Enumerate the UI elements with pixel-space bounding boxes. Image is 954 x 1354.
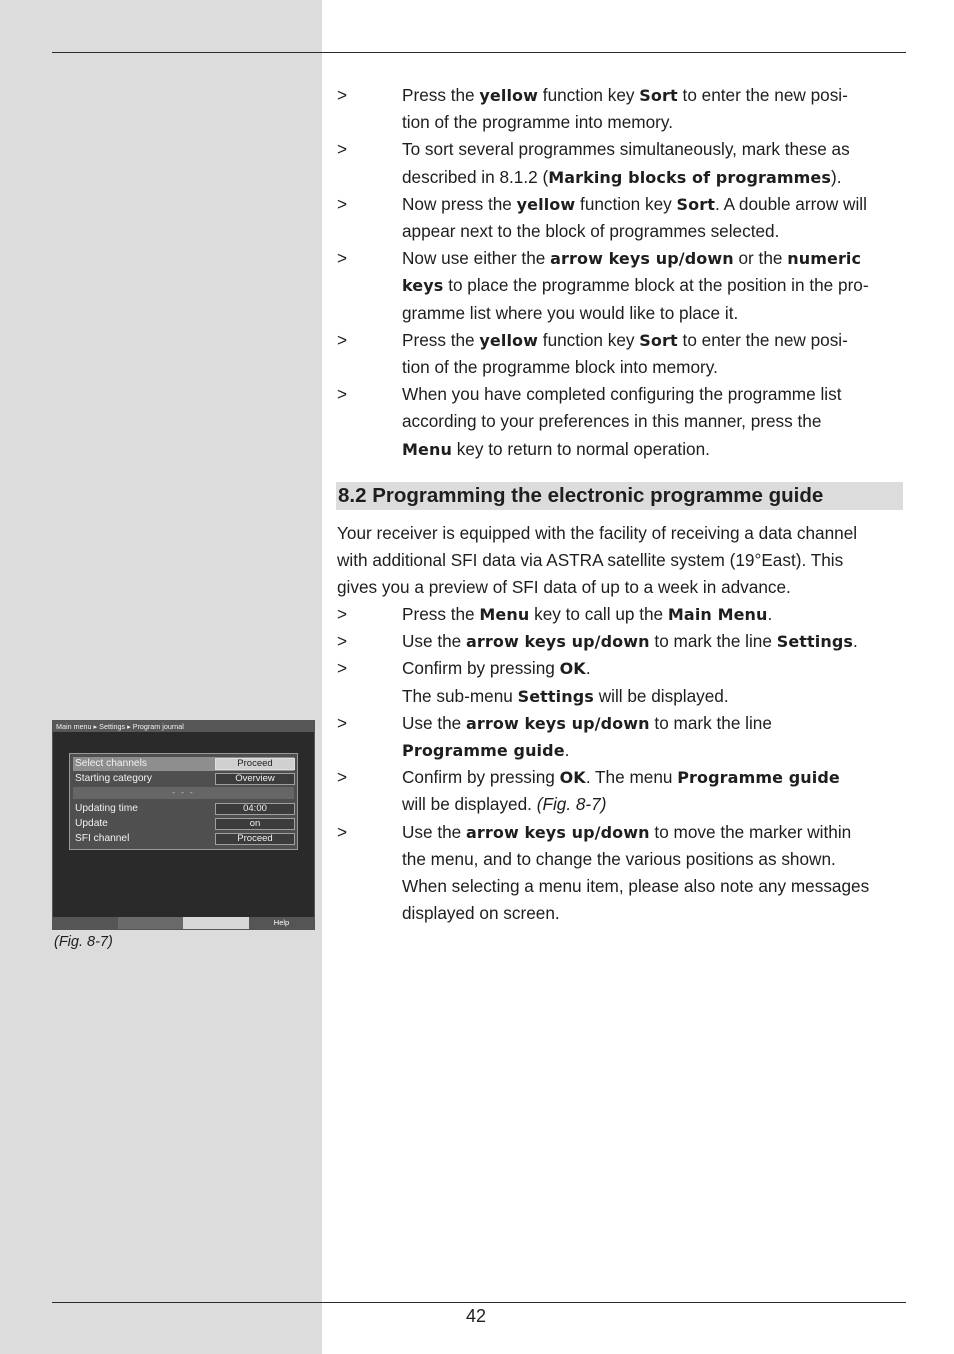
text-run: will be displayed.	[402, 794, 537, 815]
text-run: When you have completed configuring the programme list	[402, 384, 842, 405]
text-run: Confirm by pressing	[402, 767, 560, 788]
text-run: tion of the programme into memory.	[402, 112, 673, 133]
bold-term: arrow keys up/down	[466, 822, 650, 842]
footer-rule	[52, 1302, 906, 1303]
text-run: (Fig. 8-7)	[536, 794, 607, 815]
page-number: 42	[466, 1306, 487, 1326]
tv-screen-figure	[52, 720, 315, 930]
text-run: key to call up the	[529, 604, 668, 624]
instruction-step	[337, 245, 907, 327]
bold-term: OK	[559, 659, 586, 679]
instruction-step	[337, 764, 907, 818]
bold-term: arrow keys up/down	[466, 632, 650, 652]
text-run: gramme list where you would like to place it.	[402, 302, 739, 323]
text-run: to mark the line	[649, 631, 777, 652]
text-run: . A double arrow will	[715, 193, 867, 214]
text-run: Now press the	[402, 193, 517, 214]
menu-row-starting-category[interactable]	[73, 772, 294, 786]
text-run: or the	[733, 248, 788, 269]
text-run: to move the marker within	[649, 821, 852, 842]
step-text	[402, 327, 907, 381]
text-run: Press the	[402, 329, 480, 350]
text-run: according to your preferences in this manner, press the	[402, 411, 822, 432]
bold-term: yellow	[516, 194, 576, 214]
bullet-marker: >	[337, 193, 348, 214]
text-run: to enter the new posi-	[677, 329, 848, 350]
function-key-red[interactable]	[53, 917, 118, 929]
intro-paragraph	[337, 520, 907, 602]
text-run: Now use either the	[402, 248, 551, 269]
step-text	[402, 601, 907, 628]
menu-row-select-channels[interactable]	[73, 757, 294, 771]
text-run: function key	[538, 85, 640, 105]
bold-term: Menu	[479, 605, 530, 624]
bullet-marker: >	[337, 248, 348, 269]
menu-row-label: Select channels	[75, 758, 147, 769]
text-run: to enter the new posi-	[677, 85, 848, 105]
step-text	[402, 819, 907, 928]
bold-term: arrow keys up/down	[466, 713, 650, 733]
intro-line: Your receiver is equipped with the facility of receiving a data channel	[337, 523, 858, 543]
step-text	[402, 628, 907, 655]
text-run: Use the	[402, 821, 467, 842]
bold-term: Settings	[517, 686, 594, 706]
menu-row-label: Starting category	[75, 773, 153, 784]
text-run: ).	[831, 166, 842, 187]
function-key-bar	[53, 917, 314, 929]
intro-line: gives you a preview of SFI data of up to a week in advance.	[337, 577, 791, 598]
text-run: Confirm by pressing	[402, 658, 560, 679]
instruction-step	[337, 327, 907, 381]
instruction-step	[337, 710, 907, 764]
bold-term: Sort	[639, 86, 678, 105]
text-run: tion of the programme block into memory.	[402, 357, 718, 377]
instruction-step	[337, 136, 907, 190]
instruction-step	[337, 191, 907, 245]
instruction-step	[337, 601, 907, 628]
text-run: will be displayed.	[593, 685, 729, 706]
text-run: key to return to normal operation.	[451, 438, 710, 459]
bold-term: Sort	[676, 194, 716, 214]
menu-row-label: Update	[75, 818, 108, 829]
bullet-marker: >	[337, 821, 348, 842]
bold-term: arrow keys up/down	[550, 249, 734, 269]
step-text	[402, 655, 907, 709]
figure-caption: (Fig. 8-7)	[54, 934, 113, 950]
instruction-step	[337, 82, 907, 136]
menu-separator: - - -	[73, 787, 294, 799]
margin-band	[0, 0, 322, 1354]
bullet-marker: >	[337, 384, 348, 405]
menu-row-value: 04:00	[215, 803, 295, 815]
section-heading: 8.2 Programming the electronic programme guide	[336, 482, 903, 510]
text-run: function key	[575, 193, 677, 214]
step-text	[402, 245, 907, 327]
text-run: to place the programme block at the position in the pro-	[443, 275, 869, 296]
bullet-marker: >	[337, 767, 348, 788]
bullet-marker: >	[337, 631, 348, 652]
text-run: .	[767, 604, 773, 624]
bullet-marker: >	[337, 604, 348, 624]
function-key-yellow[interactable]	[183, 917, 249, 929]
step-text	[402, 136, 907, 190]
function-key-green[interactable]	[118, 917, 183, 929]
step-text	[402, 764, 907, 818]
step-text	[402, 82, 907, 136]
step-text	[402, 191, 907, 245]
menu-row-value: Proceed	[215, 833, 295, 845]
intro-line: with additional SFI data via ASTRA satellite system (19°East). This	[337, 550, 844, 571]
bold-term: Menu	[402, 439, 452, 459]
bullet-marker: >	[337, 329, 348, 350]
bold-term: Programme guide	[402, 741, 565, 760]
bullet-marker: >	[337, 85, 348, 105]
bold-term: Settings	[776, 632, 854, 652]
bold-term: Main Menu	[667, 605, 768, 624]
text-run: to mark the line	[649, 712, 772, 733]
menu-row-label: SFI channel	[75, 833, 130, 844]
text-run: function key	[538, 329, 640, 350]
menu-row-value: Overview	[215, 773, 295, 785]
bold-term: numeric	[787, 249, 862, 269]
menu-row-sfi-channel[interactable]	[73, 832, 294, 846]
text-run: appear next to the block of programmes selected.	[402, 221, 780, 241]
instruction-step	[337, 381, 907, 463]
text-run: . The menu	[585, 767, 678, 788]
bullet-marker: >	[337, 658, 348, 679]
bullet-marker: >	[337, 139, 348, 160]
text-run: To sort several programmes simultaneously, mark these as	[402, 139, 850, 160]
text-run: described in 8.1.2 (	[402, 166, 549, 187]
step-text	[402, 710, 907, 764]
text-run: Use the	[402, 631, 467, 652]
menu-row-value: on	[215, 818, 295, 830]
menu-panel	[69, 753, 298, 850]
text-run: displayed on screen.	[402, 903, 560, 924]
breadcrumb: Main menu ▸ Settings ▸ Program journal	[53, 721, 314, 732]
text-run: Press the	[402, 85, 480, 105]
instruction-step	[337, 819, 907, 928]
text-run: .	[585, 658, 591, 679]
text-run: Press the	[402, 604, 480, 624]
text-run: .	[853, 631, 858, 652]
bold-term: keys	[402, 276, 444, 296]
text-run: The sub-menu	[402, 685, 518, 706]
text-run: When selecting a menu item, please also note any messages	[402, 876, 870, 896]
bullet-marker: >	[337, 712, 348, 733]
text-run: .	[564, 740, 570, 760]
text-run: Use the	[402, 712, 467, 733]
function-key-help[interactable]: Help	[249, 917, 314, 929]
bold-term: Programme guide	[677, 768, 840, 788]
bold-term: yellow	[479, 330, 539, 350]
bold-term: Marking blocks of programmes	[548, 167, 832, 187]
menu-row-update[interactable]	[73, 817, 294, 831]
instruction-step	[337, 655, 907, 709]
menu-row-updating-time[interactable]	[73, 802, 294, 816]
menu-row-value: Proceed	[215, 758, 295, 770]
bold-term: yellow	[479, 86, 539, 105]
bold-term: OK	[559, 768, 586, 788]
text-run: the menu, and to change the various positions as shown.	[402, 848, 836, 869]
header-rule	[52, 52, 906, 53]
menu-row-label: Updating time	[75, 803, 138, 814]
step-text	[402, 381, 907, 463]
bold-term: Sort	[639, 330, 678, 350]
instruction-step	[337, 628, 907, 655]
